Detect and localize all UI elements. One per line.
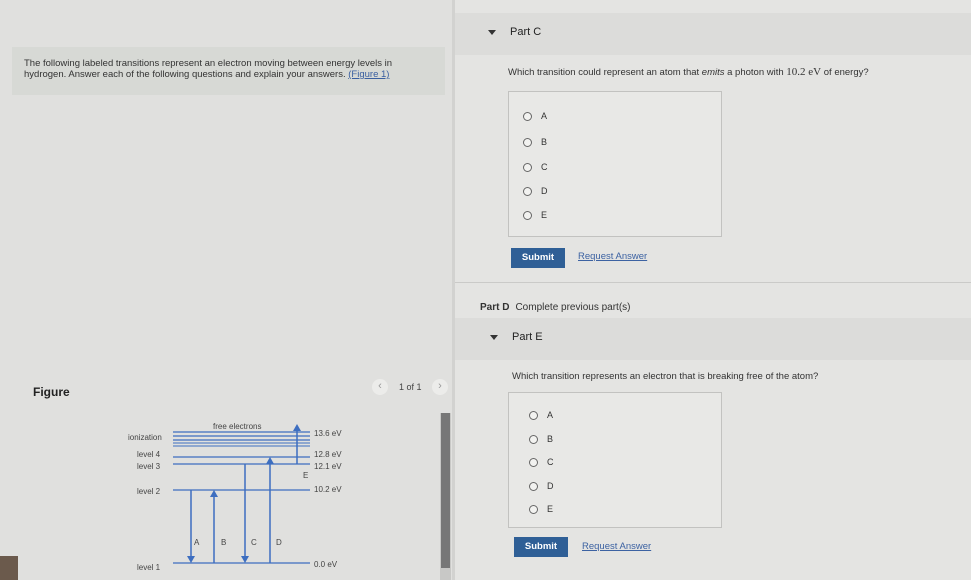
option-label: C [547,457,554,467]
figure-pager [370,377,450,397]
option-label: B [541,137,548,147]
level-2-energy: 10.2 eV [314,485,342,494]
part-e-title: Part E [512,331,543,343]
level-2-label: level 2 [137,487,161,496]
option-label: E [547,504,554,514]
transition-a-arrowhead [210,490,218,497]
intro-text: The following labeled transitions represent an electron moving between energy levels in hydrogen. Answer each of the following questions and explain your answers. [24,58,393,80]
radio-icon[interactable] [529,482,538,491]
level-1-energy: 0.0 eV [314,560,338,569]
part-e-options [508,392,722,528]
level-3-label: level 3 [137,462,161,471]
transition-e-arrowhead [293,424,301,431]
part-e-request-answer-link[interactable]: Request Answer [582,541,652,552]
part-e-submit-button[interactable]: Submit [514,537,568,557]
option-label: D [547,481,554,491]
radio-icon[interactable] [523,112,532,121]
radio-icon[interactable] [529,411,538,420]
prev-figure-button[interactable]: ‹ [372,379,388,395]
transition-b-arrowhead [187,556,195,563]
part-d-status: Complete previous part(s) [515,302,631,313]
radio-icon[interactable] [529,505,538,514]
option-label: D [541,186,548,196]
part-e-question: Which transition represents an electron that is breaking free of the atom? [512,371,819,382]
energy-level-diagram [0,410,440,580]
part-c-request-answer-link[interactable]: Request Answer [578,251,648,262]
figure-count: 1 of 1 [399,382,422,392]
transition-d-arrowhead [266,457,274,464]
level-3-energy: 12.1 eV [314,462,342,471]
option-label: C [541,162,548,172]
level-4-label: level 4 [137,450,161,459]
radio-icon[interactable] [523,163,532,172]
part-d-row [480,302,631,313]
collapse-triangle-icon [488,30,496,35]
next-figure-button[interactable]: › [432,379,448,395]
part-c-submit-button[interactable]: Submit [511,248,565,268]
transition-c-arrowhead [241,556,249,563]
option-label: A [547,410,554,420]
radio-icon[interactable] [529,458,538,467]
part-c-question-start: Which transition could represent an atom that [508,67,702,78]
collapse-triangle-icon [490,335,498,340]
level-1-label: level 1 [137,563,161,572]
separator [455,282,971,283]
ionization-band [173,432,310,446]
figure-link[interactable]: (Figure 1) [348,69,390,80]
transition-b-label: B [221,538,227,547]
part-c-question [508,66,869,78]
radio-icon[interactable] [523,211,532,220]
figure-title: Figure [33,385,70,399]
edge-decoration [0,556,18,580]
part-c-header[interactable] [455,13,971,55]
transition-e-label: E [303,471,309,480]
part-c-question-end: of energy? [821,67,869,78]
transition-a-label: A [194,538,200,547]
transition-d-label: D [276,538,282,547]
part-c-question-value: 10.2 eV [786,66,822,78]
radio-icon[interactable] [529,435,538,444]
option-label: E [541,210,548,220]
ionization-label: ionization [128,433,162,442]
option-label: B [547,434,554,444]
figure-scrollbar-thumb[interactable] [441,413,450,568]
ionization-energy: 13.6 eV [314,429,342,438]
intro-box [12,47,445,95]
option-label: A [541,111,548,121]
part-c-options [508,91,722,237]
part-d-title: Part D [480,302,510,313]
transition-c-label: C [251,538,257,547]
part-e-header[interactable] [455,318,971,360]
level-4-energy: 12.8 eV [314,450,342,459]
part-c-title: Part C [510,26,542,38]
free-electrons-label: free electrons [213,422,262,431]
part-c-question-emphasis: emits [701,67,725,78]
part-c-question-middle: a photon with [724,67,787,78]
radio-icon[interactable] [523,187,532,196]
radio-icon[interactable] [523,138,532,147]
